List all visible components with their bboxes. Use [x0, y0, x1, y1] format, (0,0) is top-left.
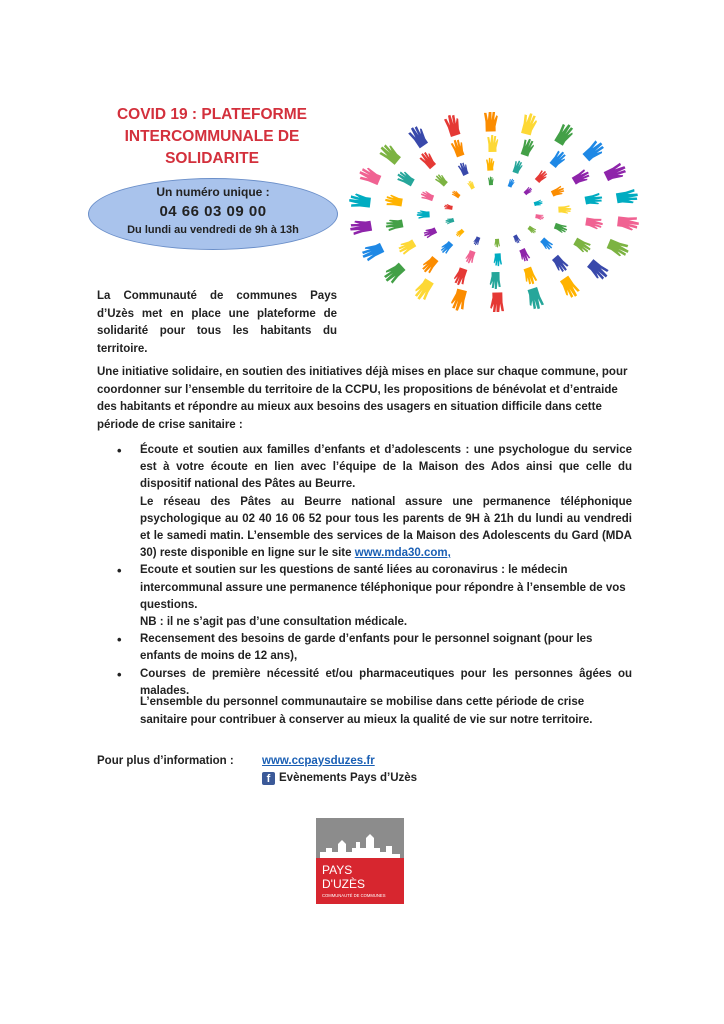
- hand-shape: [377, 142, 402, 166]
- mda30-link[interactable]: www.mda30.com,: [354, 547, 451, 560]
- hand-shape: [507, 178, 515, 188]
- hand-shape: [464, 250, 476, 265]
- hand-shape: [412, 277, 435, 302]
- list-item: [97, 631, 632, 665]
- hand-shape: [455, 228, 465, 238]
- closing-paragraph: L’ensemble du personnel communautaire se mobilise dans cette période de crise sanitaire pour contribuer à conserver au mieux la qualité de vie sur notre territoire.: [140, 696, 593, 726]
- hand-shape: [357, 165, 382, 186]
- hand-shape: [617, 215, 640, 231]
- hand-shape: [473, 236, 481, 246]
- opening-hours: Du lundi au vendredi de 9h à 13h: [127, 224, 299, 236]
- hand-shape: [534, 199, 544, 207]
- hand-shape: [490, 272, 501, 289]
- facebook-icon: f: [262, 772, 275, 785]
- hand-shape: [385, 194, 404, 208]
- hand-shape: [523, 186, 533, 196]
- hand-shape: [553, 122, 576, 147]
- hand-shape: [452, 267, 468, 287]
- title-line: SOLIDARITE: [165, 150, 259, 167]
- hand-shape: [467, 180, 476, 190]
- page-title: [96, 104, 328, 170]
- hand-shape: [445, 217, 455, 225]
- hand-shape: [434, 173, 449, 188]
- hand-shape: [512, 234, 521, 244]
- hand-shape: [527, 225, 537, 234]
- hand-shape: [457, 161, 470, 176]
- hand-shape: [488, 176, 494, 185]
- hand-shape: [558, 275, 581, 300]
- hand-shape: [571, 168, 591, 186]
- pays-duzes-logo: [316, 818, 404, 904]
- hand-shape: [606, 238, 631, 259]
- hand-shape: [349, 218, 372, 235]
- hand-shape: [487, 135, 498, 152]
- hand-shape: [349, 193, 372, 209]
- hand-shape: [522, 266, 538, 286]
- bullet-text: • Écoute et soutien aux familles d’enfants et d’adolescents : une psychologue du service est à votre écoute en lien avec l’équipe de la Maison des Ados ainsi que celle du dispositif national des Pâtes au Beurre.: [140, 444, 632, 491]
- hand-shape: [520, 112, 539, 136]
- hand-shape: [520, 138, 536, 158]
- hand-shape: [490, 292, 504, 312]
- hand-shape: [558, 205, 571, 214]
- hand-shape: [360, 241, 385, 263]
- logo-text-line2: D'UZÈS: [322, 877, 365, 891]
- hand-shape: [407, 124, 430, 149]
- hand-shape: [585, 217, 604, 231]
- bullet-text: [140, 494, 632, 563]
- hand-shape: [549, 149, 568, 169]
- hands-circle-illustration: [346, 112, 642, 312]
- hand-shape: [397, 238, 417, 256]
- hand-shape: [551, 185, 566, 198]
- more-info-label: Pour plus d’information :: [97, 755, 234, 767]
- unique-number-label: Un numéro unique :: [156, 185, 270, 199]
- facebook-page-name: Evènements Pays d’Uzès: [279, 772, 418, 784]
- hand-shape: [525, 287, 545, 311]
- bullet-text: • Recensement des besoins de garde d’enfants pour le personnel soignant (pour les enfants de moins de 12 ans),: [140, 633, 593, 663]
- hand-shape: [422, 226, 437, 239]
- hand-shape: [444, 204, 453, 211]
- hand-shape: [395, 169, 415, 187]
- hand-shape: [550, 254, 569, 274]
- hand-shape: [553, 222, 568, 234]
- hand-shape: [582, 139, 607, 163]
- website-link[interactable]: www.ccpaysduzes.fr: [262, 755, 375, 767]
- hand-shape: [385, 217, 404, 231]
- hand-shape: [494, 239, 500, 248]
- hand-shape: [443, 113, 463, 137]
- list-item: [97, 442, 632, 562]
- hand-shape: [493, 253, 502, 266]
- title-line: COVID 19 : PLATEFORME: [116, 106, 308, 123]
- hand-shape: [486, 158, 495, 171]
- hand-shape: [585, 258, 610, 282]
- hand-shape: [484, 112, 498, 132]
- hand-shape: [451, 189, 461, 198]
- bullet-text-part: Le réseau des Pâtes au Beurre national assure une permanence téléphonique psychologique au 02 40 16 06 52 pour tous les parents de 9H à 21h du lundi au vendredi et le samedi matin. L’ensemble des services de la Maison des Adolescents du Gard (MDA 30) reste disponible en ligne sur le site: [140, 495, 632, 560]
- services-list: [97, 442, 632, 700]
- bullet-text: • Ecoute et soutien sur les questions de santé liées au coronavirus : le médecin intercommunal assure une permanence téléphonique pour répondre à l’ensemble de vos questions.: [140, 564, 626, 611]
- phone-number: 04 66 03 09 00: [159, 203, 267, 220]
- hand-shape: [450, 138, 466, 158]
- hand-shape: [518, 248, 531, 263]
- hand-shape: [439, 240, 454, 255]
- hand-shape: [616, 189, 639, 206]
- bullet-note: NB : il ne s’agit pas d’une consultation médicale.: [140, 616, 408, 629]
- bullet-text: • Courses de première nécessité et/ou pharmaceutiques pour les personnes âgées ou malades.: [140, 667, 632, 697]
- hand-shape: [539, 237, 554, 252]
- hand-shape: [420, 190, 435, 202]
- hand-shape: [418, 150, 437, 170]
- logo-text-line1: PAYS: [322, 863, 353, 877]
- hand-shape: [381, 261, 406, 285]
- logo-tagline: COMMUNAUTÉ DE COMMUNES: [322, 893, 386, 898]
- hand-shape: [584, 193, 603, 207]
- list-item: [97, 562, 632, 631]
- hand-shape: [572, 237, 592, 255]
- hand-shape: [417, 210, 430, 219]
- hand-shape: [512, 160, 524, 175]
- hand-shape: [535, 214, 544, 221]
- more-info-links: [262, 753, 417, 787]
- hand-shape: [449, 288, 468, 312]
- facebook-link[interactable]: [262, 770, 417, 787]
- hand-shape: [534, 169, 549, 184]
- hand-shape: [603, 162, 628, 184]
- title-line: INTERCOMMUNALE DE: [124, 128, 300, 145]
- intro-paragraph: La Communauté de communes Pays d’Uzès met en place une plateforme de solidarité pour tous les habitants du territoire.: [97, 290, 337, 355]
- body-paragraph: Une initiative solidaire, en soutien des initiatives déjà mises en place sur chaque commune, pour coordonner sur l’ensemble du territoire de la CCPU, les propositions de bénévolat et d’entraide des habitants et répondre au mieux aux besoins des usagers en situation difficile dans cette période de crise sanitaire :: [97, 366, 628, 431]
- phone-number-oval: [88, 178, 338, 250]
- hand-shape: [420, 255, 439, 275]
